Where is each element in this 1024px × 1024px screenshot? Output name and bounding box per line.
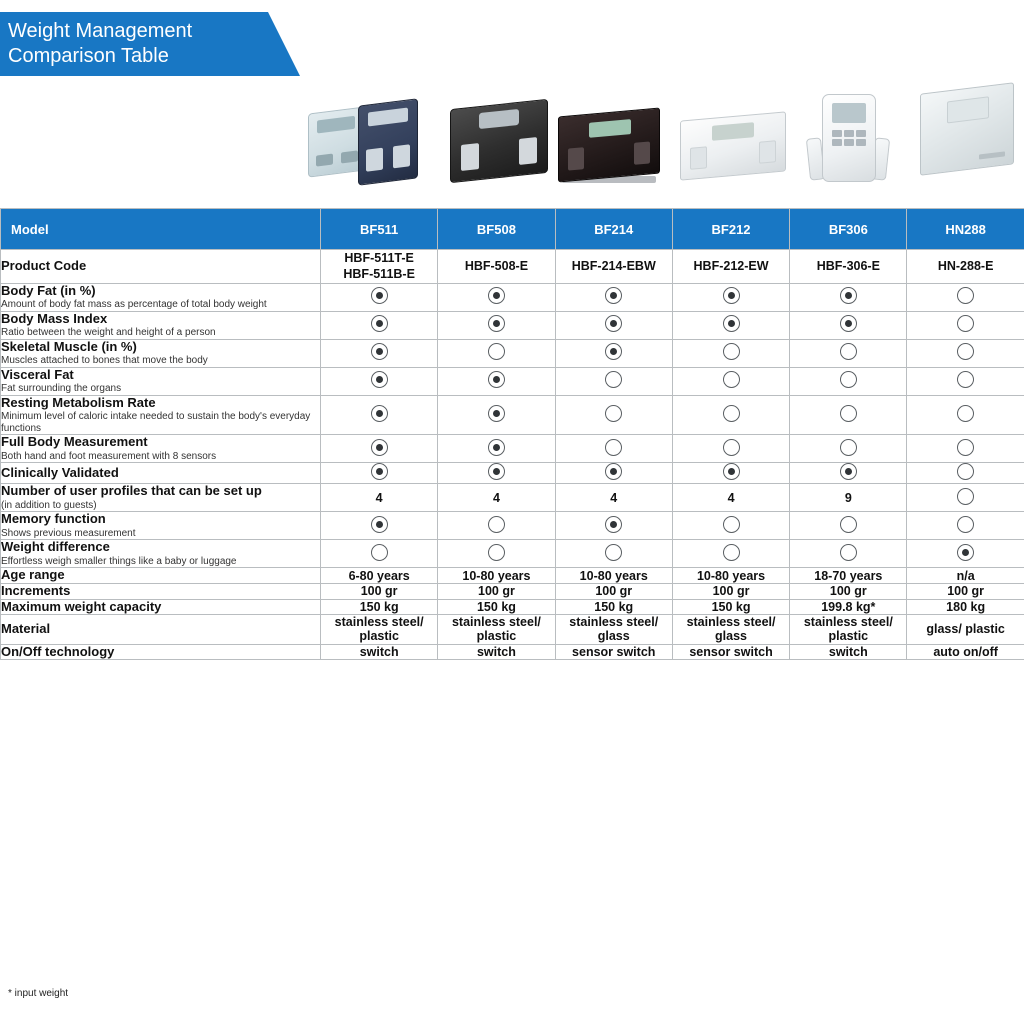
empty-circle-icon [488,343,505,360]
value-cell: HBF-212-EW [672,250,789,284]
hn288-product-image [920,76,1014,170]
value-cell [907,311,1024,339]
value-cell [790,435,907,463]
table-row [1,583,1024,599]
empty-circle-icon [957,405,974,422]
header-banner [0,12,300,76]
feature-description: Both hand and foot measurement with 8 sensors [1,450,217,462]
feature-cell [1,568,321,584]
value-cell: sensor switch [672,644,789,660]
value-cell: 4 [672,484,789,512]
value-cell: stainless steel/ glass [555,615,672,645]
empty-circle-icon [840,516,857,533]
value-cell: 150 kg [321,599,438,615]
value-cell [790,463,907,484]
value-cell: stainless steel/ plastic [790,615,907,645]
empty-circle-icon [723,516,740,533]
value-cell [907,484,1024,512]
value-cell [907,283,1024,311]
empty-circle-icon [957,315,974,332]
value-cell: 150 kg [438,599,555,615]
value-cell: switch [438,644,555,660]
value-cell: 6-80 years [321,568,438,584]
table-row [1,367,1024,395]
filled-circle-icon [723,463,740,480]
value-cell [907,339,1024,367]
feature-cell [1,339,321,367]
value-cell [790,311,907,339]
table-header [1,209,1024,250]
table-row [1,615,1024,645]
table-row [1,568,1024,584]
table-row [1,311,1024,339]
table-row [1,599,1024,615]
table-row [1,644,1024,660]
value-cell [438,512,555,540]
empty-circle-icon [957,371,974,388]
bf306-product-image [808,86,888,182]
feature-title: Maximum weight capacity [1,598,162,614]
bf214-product-image [558,98,658,178]
column-header-bf511: BF511 [321,209,438,250]
value-cell: HBF-511T-E HBF-511B-E [321,250,438,284]
value-cell [790,540,907,568]
empty-circle-icon [840,405,857,422]
filled-circle-icon [605,516,622,533]
column-header-feature: Model [1,209,321,250]
value-cell: switch [321,644,438,660]
value-cell [907,367,1024,395]
empty-circle-icon [957,343,974,360]
table-row [1,463,1024,484]
feature-title: Weight difference [1,539,110,555]
filled-circle-icon [371,439,388,456]
feature-cell [1,644,321,660]
feature-cell [1,435,321,463]
filled-circle-icon [488,439,505,456]
value-cell: 100 gr [672,583,789,599]
column-header-bf508: BF508 [438,209,555,250]
value-cell [438,339,555,367]
empty-circle-icon [957,439,974,456]
value-cell: 180 kg [907,599,1024,615]
empty-circle-icon [957,488,974,505]
value-cell [907,395,1024,435]
value-cell: 100 gr [321,583,438,599]
footnote: * input weight [8,988,69,999]
feature-description: Amount of body fat mass as percentage of total body weight [1,299,267,311]
table-header-row [1,209,1024,250]
value-cell [790,283,907,311]
table-row [1,512,1024,540]
value-cell: 100 gr [555,583,672,599]
value-cell: 100 gr [790,583,907,599]
value-cell [321,512,438,540]
value-cell [555,283,672,311]
feature-cell [1,367,321,395]
value-cell [907,540,1024,568]
value-cell [672,435,789,463]
feature-title: Visceral Fat [1,366,74,382]
empty-circle-icon [723,343,740,360]
feature-cell [1,311,321,339]
feature-title: Age range [1,567,65,583]
empty-circle-icon [840,343,857,360]
filled-circle-icon [723,287,740,304]
value-cell [790,339,907,367]
empty-circle-icon [723,544,740,561]
table-row [1,435,1024,463]
filled-circle-icon [723,315,740,332]
feature-title: Clinically Validated [1,465,119,480]
empty-circle-icon [605,405,622,422]
value-cell: 9 [790,484,907,512]
feature-cell [1,583,321,599]
feature-description: Ratio between the weight and height of a person [1,327,216,339]
empty-circle-icon [957,287,974,304]
filled-circle-icon [605,463,622,480]
value-cell [321,339,438,367]
empty-circle-icon [957,463,974,480]
value-cell: n/a [907,568,1024,584]
filled-circle-icon [371,287,388,304]
feature-cell [1,463,321,484]
filled-circle-icon [840,287,857,304]
feature-title: Skeletal Muscle (in %) [1,338,137,354]
feature-description: Minimum level of caloric intake needed to sustain the body's everyday functions [1,411,311,434]
value-cell [672,512,789,540]
feature-title: Product Code [1,257,87,273]
feature-title: Memory function [1,511,106,527]
value-cell: HN-288-E [907,250,1024,284]
feature-cell [1,615,321,645]
column-header-bf212: BF212 [672,209,789,250]
empty-circle-icon [488,516,505,533]
value-cell: 100 gr [907,583,1024,599]
value-cell: 150 kg [672,599,789,615]
value-cell [321,395,438,435]
empty-circle-icon [840,439,857,456]
value-cell [438,367,555,395]
feature-title: Material [1,621,51,637]
value-cell [438,311,555,339]
value-cell: 199.8 kg* [790,599,907,615]
filled-circle-icon [371,405,388,422]
table-body [1,250,1024,660]
empty-circle-icon [723,405,740,422]
filled-circle-icon [371,315,388,332]
filled-circle-icon [488,405,505,422]
feature-title: Full Body Measurement [1,434,148,450]
feature-title: Number of user profiles that can be set up [1,483,262,499]
feature-cell [1,395,321,435]
value-cell [438,540,555,568]
value-cell: 4 [438,484,555,512]
value-cell [555,367,672,395]
bf212-product-image [680,100,784,176]
feature-description: Fat surrounding the organs [1,383,122,395]
value-cell: HBF-306-E [790,250,907,284]
value-cell: switch [790,644,907,660]
feature-cell [1,250,321,284]
value-cell [790,512,907,540]
filled-circle-icon [488,371,505,388]
empty-circle-icon [371,544,388,561]
value-cell [321,463,438,484]
feature-cell [1,283,321,311]
empty-circle-icon [605,371,622,388]
page-title-line1: Weight Management [8,20,193,42]
empty-circle-icon [605,544,622,561]
value-cell [672,540,789,568]
value-cell [438,395,555,435]
value-cell [555,435,672,463]
filled-circle-icon [840,463,857,480]
feature-title: Body Mass Index [1,310,108,326]
feature-cell [1,484,321,512]
value-cell: 10-80 years [438,568,555,584]
table-row [1,250,1024,284]
empty-circle-icon [840,371,857,388]
value-cell: 150 kg [555,599,672,615]
value-cell [321,435,438,463]
value-cell: auto on/off [907,644,1024,660]
value-cell: 100 gr [438,583,555,599]
value-cell [438,283,555,311]
value-cell: 18-70 years [790,568,907,584]
filled-circle-icon [488,287,505,304]
value-cell: glass/ plastic [907,615,1024,645]
filled-circle-icon [371,463,388,480]
value-cell [907,512,1024,540]
empty-circle-icon [957,516,974,533]
filled-circle-icon [605,343,622,360]
value-cell: sensor switch [555,644,672,660]
filled-circle-icon [605,315,622,332]
empty-circle-icon [723,439,740,456]
page-title [8,19,258,69]
empty-circle-icon [488,544,505,561]
value-cell: stainless steel/ plastic [321,615,438,645]
value-cell [672,395,789,435]
value-cell [321,311,438,339]
value-cell [555,395,672,435]
bf508-product-image [450,94,546,178]
value-cell [672,367,789,395]
value-cell [672,463,789,484]
table-row [1,540,1024,568]
bf511-product-image [308,92,418,182]
column-header-bf214: BF214 [555,209,672,250]
table-row [1,283,1024,311]
page-title-line2: Comparison Table [8,45,169,67]
value-cell: stainless steel/ plastic [438,615,555,645]
value-cell: HBF-508-E [438,250,555,284]
filled-circle-icon [371,516,388,533]
value-cell [555,512,672,540]
value-cell [672,283,789,311]
feature-title: Body Fat (in %) [1,282,96,298]
feature-cell [1,599,321,615]
feature-description: Shows previous measurement [1,527,136,539]
value-cell: 10-80 years [555,568,672,584]
feature-description: Muscles attached to bones that move the body [1,355,208,367]
table-row [1,339,1024,367]
value-cell: 4 [321,484,438,512]
value-cell [321,540,438,568]
filled-circle-icon [371,343,388,360]
value-cell [438,435,555,463]
value-cell [907,463,1024,484]
filled-circle-icon [605,287,622,304]
value-cell [790,367,907,395]
table-row [1,484,1024,512]
value-cell [907,435,1024,463]
feature-title: Increments [1,582,71,598]
filled-circle-icon [371,371,388,388]
column-header-hn288: HN288 [907,209,1024,250]
value-cell [555,339,672,367]
value-cell [438,463,555,484]
value-cell [321,283,438,311]
column-header-bf306: BF306 [790,209,907,250]
value-cell [790,395,907,435]
value-cell: 10-80 years [672,568,789,584]
feature-description: (in addition to guests) [1,499,97,511]
value-cell [321,367,438,395]
value-cell [555,311,672,339]
filled-circle-icon [488,463,505,480]
value-cell: HBF-214-EBW [555,250,672,284]
filled-circle-icon [957,544,974,561]
table-row [1,395,1024,435]
empty-circle-icon [840,544,857,561]
product-image-strip [300,60,1024,188]
feature-cell [1,540,321,568]
value-cell [555,463,672,484]
empty-circle-icon [723,371,740,388]
empty-circle-icon [605,439,622,456]
value-cell: stainless steel/ glass [672,615,789,645]
value-cell [672,339,789,367]
filled-circle-icon [488,315,505,332]
feature-title: On/Off technology [1,643,115,659]
value-cell: 4 [555,484,672,512]
filled-circle-icon [840,315,857,332]
comparison-table [0,208,1024,660]
value-cell [672,311,789,339]
feature-description: Effortless weigh smaller things like a baby or luggage [1,555,237,567]
feature-title: Resting Metabolism Rate [1,394,156,410]
value-cell [555,540,672,568]
feature-cell [1,512,321,540]
